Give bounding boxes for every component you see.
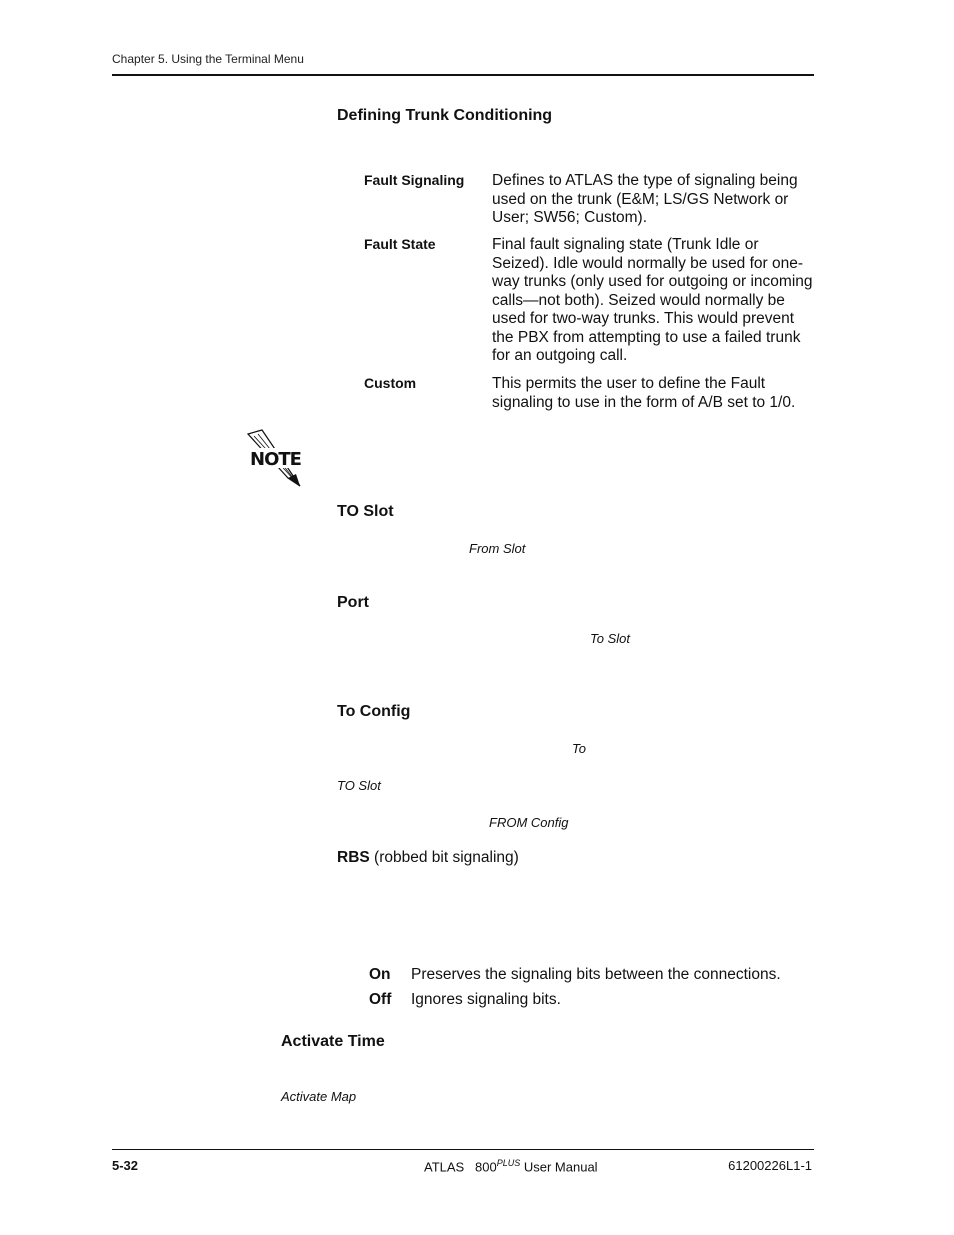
rbs-line [337, 849, 519, 867]
footer-rule [112, 1149, 814, 1150]
note-icon [240, 428, 308, 490]
header-rule [112, 74, 814, 76]
rbs-option-on-desc: Preserves the signaling bits between the connections. [411, 966, 781, 983]
rbs-option-off-desc: Ignores signaling bits. [411, 991, 561, 1008]
desc-fault-signaling: Defines to ATLAS the type of signaling being used on the trunk (E&M; LS/GS Network or User; SW56; Custom). [492, 172, 798, 226]
footer-product-sup: PLUS [496, 1158, 521, 1168]
rbs-option-on-key: On [369, 966, 391, 983]
page-number: 5-32 [112, 1158, 139, 1173]
rbs-label: RBS [337, 849, 370, 866]
rbs-suffix: (robbed bit signaling) [369, 849, 519, 866]
ref-from-config: FROM Config [489, 815, 569, 830]
footer-product: ATLAS 800 [424, 1159, 497, 1175]
ref-from-slot: From Slot [469, 541, 526, 556]
ref-to-slot-2: TO Slot [337, 778, 381, 793]
running-head: Chapter 5. Using the Terminal Menu [112, 52, 304, 66]
section-title: Defining Trunk Conditioning [337, 107, 553, 124]
ref-to: To [572, 741, 586, 756]
term-fault-state: Fault State [364, 236, 436, 252]
rbs-option-off-key: Off [369, 991, 392, 1008]
desc-fault-state: Final fault signaling state (Trunk Idle or Seized). Idle would normally be used for one-way trunks (only used for outgoing or incoming calls—not both). Seized would normally be used for two-way trunks. This would prevent the PBX from attempting to use a failed trunk for an outgoing call. [492, 236, 813, 364]
heading-activate-time: Activate Time [281, 1033, 385, 1050]
heading-port: Port [337, 594, 369, 611]
heading-to-config: To Config [337, 703, 411, 720]
footer-manual: User Manual [520, 1159, 598, 1175]
footer-title [424, 1158, 598, 1174]
desc-custom: This permits the user to define the Fault signaling to use in the form of A/B set to 1/0. [492, 375, 796, 411]
note-icon-label: NOTE [250, 449, 301, 470]
term-fault-signaling: Fault Signaling [364, 172, 465, 188]
ref-activate-map: Activate Map [281, 1089, 357, 1104]
doc-number: 61200226L1-1 [728, 1158, 812, 1173]
ref-to-slot: To Slot [590, 631, 630, 646]
term-custom: Custom [364, 375, 417, 391]
heading-to-slot: TO Slot [337, 503, 394, 520]
